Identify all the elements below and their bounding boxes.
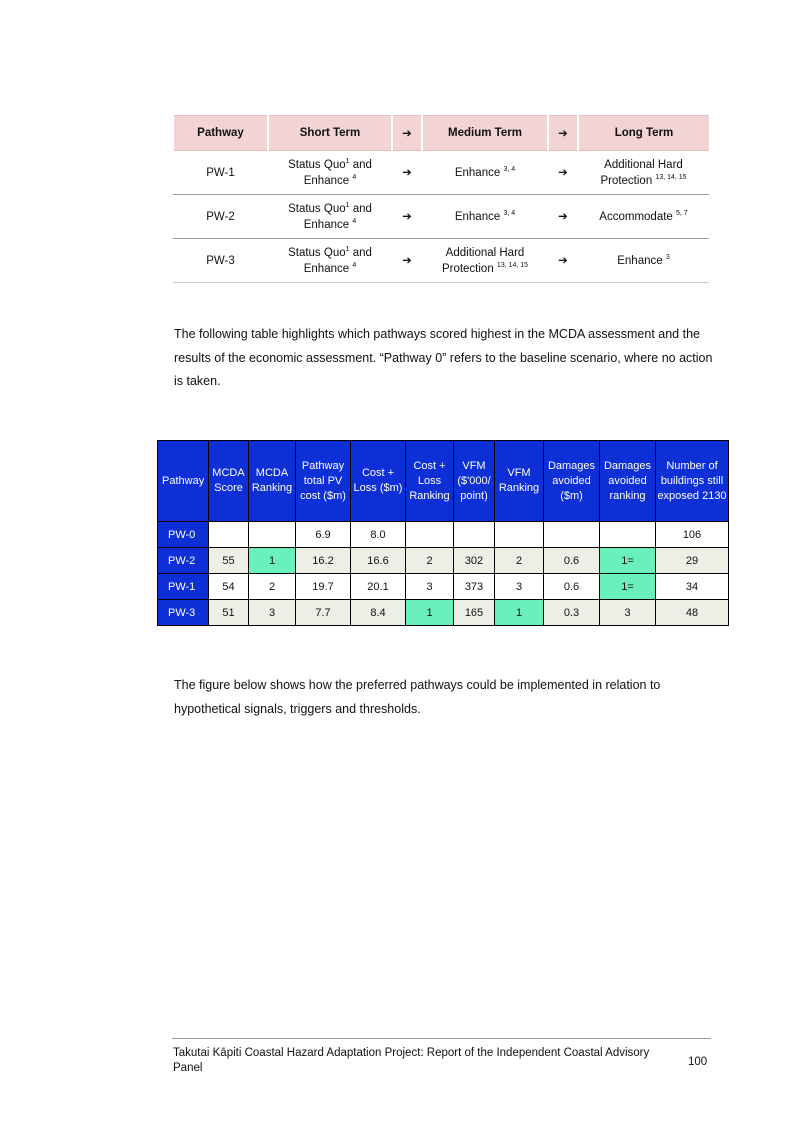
cost-loss-ranking-cell: 3 (406, 574, 454, 600)
vfm-cell: 165 (454, 600, 495, 626)
cost-loss-ranking-cell (406, 522, 454, 548)
footer-title: Takutai Kāpiti Coastal Hazard Adaptation Project: Report of the Independent Coastal Advisory Panel (173, 1047, 650, 1074)
header-damages-avoided: Damages avoided ($m) (544, 441, 600, 522)
cost-loss-cell: 8.4 (351, 600, 406, 626)
header-long-term: Long Term (578, 116, 709, 151)
page-number: 100 (688, 1056, 708, 1068)
cost-loss-cell: 16.6 (351, 548, 406, 574)
damages-ranking-cell: 1= (600, 574, 656, 600)
mcda-header-row (158, 441, 729, 522)
buildings-cell: 48 (656, 600, 729, 626)
header-pathway: Pathway (173, 116, 268, 151)
cost-loss-cell: 20.1 (351, 574, 406, 600)
damages-ranking-cell: 1= (600, 548, 656, 574)
mcda-ranking-cell: 3 (249, 600, 296, 626)
vfm-cell: 302 (454, 548, 495, 574)
long-term-cell: Accommodate $^{5, 7}$ (578, 195, 709, 239)
table-row (158, 574, 729, 600)
medium-term-cell: Additional Hard Protection $^{13, 14, 15}$ (422, 239, 548, 283)
pathway-id: PW-2 (158, 548, 209, 574)
long-term-cell: Enhance $^3$ (578, 239, 709, 283)
intro-paragraph: The following table highlights which pathways scored highest in the MCDA assessment and the results of the economic assessment. “Pathway 0” refers to the baseline scenario, where no action is taken. (174, 327, 713, 388)
short-term-cell: Status Quo$^1$ and Enhance $^4$ (268, 239, 392, 283)
mcda-score-cell: 51 (209, 600, 249, 626)
footer-divider (172, 1038, 711, 1039)
pathway-row (173, 151, 709, 195)
arrow-icon: ➔ (392, 151, 422, 195)
damages-ranking-cell: 3 (600, 600, 656, 626)
damages-cell: 0.6 (544, 574, 600, 600)
pathway-row (173, 239, 709, 283)
header-pathway: Pathway (158, 441, 209, 522)
pathway-table (172, 115, 709, 283)
medium-term-cell: Enhance $^{3, 4}$ (422, 151, 548, 195)
pathway-id: PW-0 (158, 522, 209, 548)
pathway-row (173, 195, 709, 239)
pathway-id: PW-3 (173, 239, 268, 283)
arrow-icon: ➔ (548, 151, 578, 195)
header-vfm: VFM ($'000/ point) (454, 441, 495, 522)
header-damages-ranking: Damages avoided ranking (600, 441, 656, 522)
pv-cost-cell: 16.2 (296, 548, 351, 574)
buildings-cell: 106 (656, 522, 729, 548)
vfm-cell: 373 (454, 574, 495, 600)
buildings-cell: 34 (656, 574, 729, 600)
short-term-cell: Status Quo$^1$ and Enhance $^4$ (268, 151, 392, 195)
vfm-ranking-cell: 2 (495, 548, 544, 574)
header-arrow-icon: ➔ (548, 116, 578, 151)
pathway-table-header-row (173, 116, 709, 151)
cost-loss-ranking-cell: 1 (406, 600, 454, 626)
table-row (158, 522, 729, 548)
vfm-ranking-cell: 3 (495, 574, 544, 600)
header-cost-loss: Cost + Loss ($m) (351, 441, 406, 522)
pv-cost-cell: 7.7 (296, 600, 351, 626)
vfm-cell (454, 522, 495, 548)
pathway-id: PW-1 (158, 574, 209, 600)
damages-cell: 0.6 (544, 548, 600, 574)
long-term-cell: Additional Hard Protection $^{13, 14, 15}$ (578, 151, 709, 195)
header-vfm-ranking: VFM Ranking (495, 441, 544, 522)
header-short-term: Short Term (268, 116, 392, 151)
mcda-ranking-cell: 1 (249, 548, 296, 574)
pathway-id: PW-2 (173, 195, 268, 239)
cost-loss-ranking-cell: 2 (406, 548, 454, 574)
pv-cost-cell: 19.7 (296, 574, 351, 600)
mcda-ranking-cell: 2 (249, 574, 296, 600)
arrow-icon: ➔ (548, 239, 578, 283)
arrow-icon: ➔ (548, 195, 578, 239)
short-term-cell: Status Quo$^1$ and Enhance $^4$ (268, 195, 392, 239)
mcda-ranking-cell (249, 522, 296, 548)
header-buildings-exposed: Number of buildings still exposed 2130 (656, 441, 729, 522)
buildings-cell: 29 (656, 548, 729, 574)
arrow-icon: ➔ (392, 239, 422, 283)
pv-cost-cell: 6.9 (296, 522, 351, 548)
damages-cell (544, 522, 600, 548)
header-arrow-icon: ➔ (392, 116, 422, 151)
pathway-id: PW-1 (173, 151, 268, 195)
figure-intro-paragraph: The figure below shows how the preferred pathways could be implemented in relation to hypothetical signals, triggers and thresholds. (174, 678, 661, 716)
mcda-score-cell (209, 522, 249, 548)
header-mcda-score: MCDA Score (209, 441, 249, 522)
arrow-icon: ➔ (392, 195, 422, 239)
medium-term-cell: Enhance $^{3, 4}$ (422, 195, 548, 239)
vfm-ranking-cell: 1 (495, 600, 544, 626)
header-pv-cost: Pathway total PV cost ($m) (296, 441, 351, 522)
mcda-score-cell: 54 (209, 574, 249, 600)
table-row (158, 548, 729, 574)
vfm-ranking-cell (495, 522, 544, 548)
header-cost-loss-ranking: Cost + Loss Ranking (406, 441, 454, 522)
cost-loss-cell: 8.0 (351, 522, 406, 548)
damages-cell: 0.3 (544, 600, 600, 626)
header-mcda-ranking: MCDA Ranking (249, 441, 296, 522)
mcda-results-table (157, 440, 729, 626)
table-row (158, 600, 729, 626)
pathway-id: PW-3 (158, 600, 209, 626)
damages-ranking-cell (600, 522, 656, 548)
mcda-score-cell: 55 (209, 548, 249, 574)
header-medium-term: Medium Term (422, 116, 548, 151)
